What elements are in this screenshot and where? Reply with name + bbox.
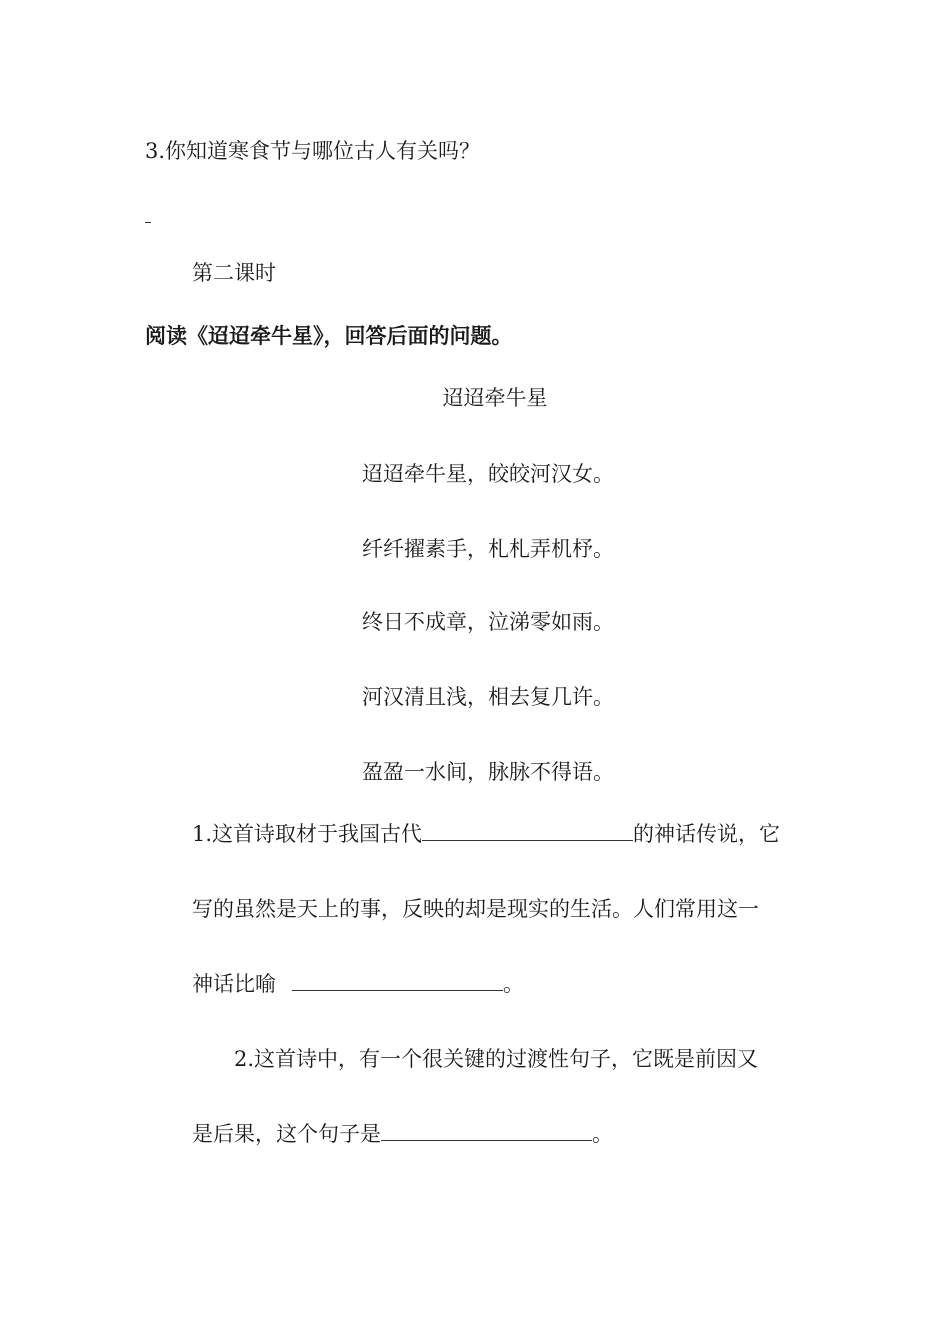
question-1-text-a: 1.这首诗取材于我国古代 — [192, 822, 423, 846]
question-2-line-1: 2.这首诗中，有一个很关键的过渡性句子，它既是前因又 — [234, 1047, 759, 1071]
question-2-text-a: 是后果，这个句子是 — [192, 1122, 381, 1146]
poem-line-5: 盈盈一水间，脉脉不得语。 — [362, 760, 614, 784]
question-1-text-c: 神话比喻 — [192, 972, 276, 996]
reading-instruction: 阅读《迢迢牵牛星》，回答后面的问题。 — [145, 323, 513, 348]
lesson-heading: 第二课时 — [192, 261, 276, 285]
poem-title: 迢迢牵牛星 — [442, 386, 548, 410]
question-1-line-1 — [192, 820, 780, 848]
question-1-line-3 — [192, 970, 524, 998]
poem-line-2: 纤纤擢素手，札札弄机杼。 — [362, 537, 614, 561]
stray-mark — [145, 222, 151, 223]
question-2-text-b: 。 — [592, 1122, 613, 1146]
poem-line-3: 终日不成章，泣涕零如雨。 — [362, 610, 614, 634]
question-1-line-2: 写的虽然是天上的事，反映的却是现实的生活。人们常用这一 — [192, 897, 759, 921]
poem-line-4: 河汉清且浅，相去复几许。 — [362, 685, 614, 709]
answer-blank-1[interactable] — [422, 820, 633, 841]
answer-blank-3[interactable] — [381, 1120, 592, 1141]
question-3: 3.你知道寒食节与哪位古人有关吗？ — [145, 139, 481, 163]
answer-blank-2[interactable] — [292, 970, 503, 991]
question-2-line-2 — [192, 1120, 613, 1148]
question-1-text-d: 。 — [503, 972, 524, 996]
question-1-text-b: 的神话传说，它 — [633, 822, 781, 846]
poem-line-1: 迢迢牵牛星，皎皎河汉女。 — [362, 462, 614, 486]
